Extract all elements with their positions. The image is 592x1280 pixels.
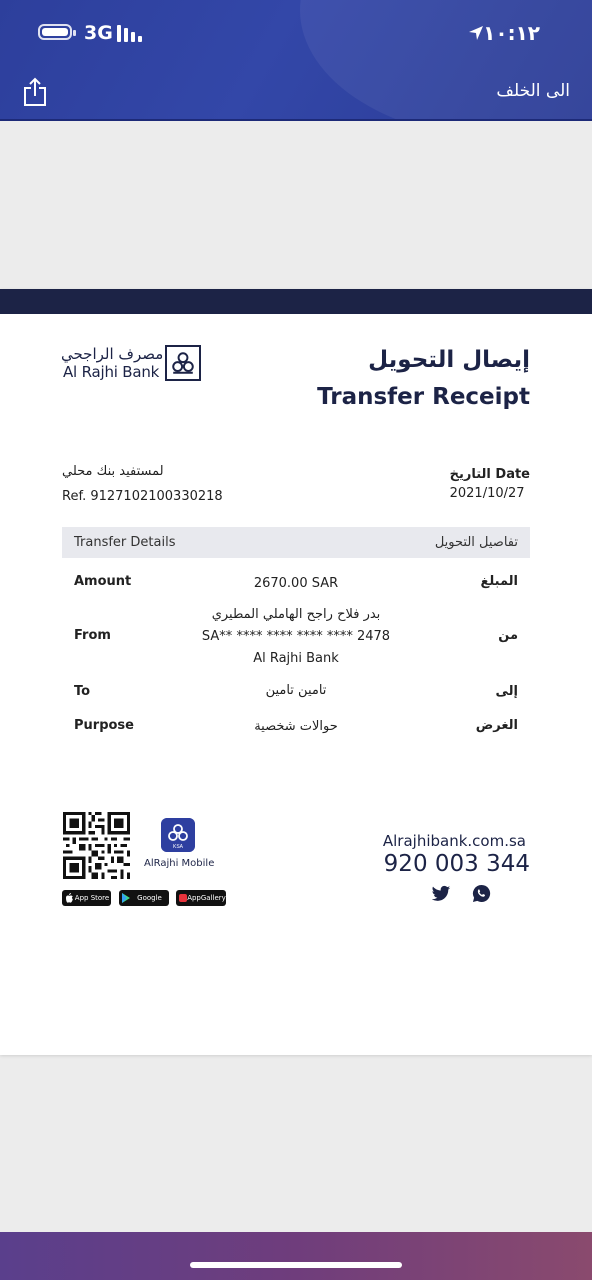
- row-label-english: To: [74, 684, 91, 699]
- logo-english-text: Al Rajhi Bank: [63, 363, 160, 381]
- twitter-icon[interactable]: [431, 885, 451, 903]
- detail-row-to: [62, 682, 530, 704]
- al-rajhi-logo: [61, 345, 203, 385]
- logo-arabic-text: مصرف الراجحي: [61, 345, 164, 363]
- location-arrow-icon: [468, 25, 484, 41]
- bank-emblem-icon: [165, 345, 201, 381]
- date-meta: [450, 465, 530, 503]
- transfer-details-header: [62, 527, 530, 558]
- reference-number: Ref. 9127102100330218: [62, 489, 223, 504]
- amount-value: 2670.00 SAR: [253, 576, 339, 591]
- receipt-top-band: [0, 289, 592, 314]
- share-button[interactable]: [22, 77, 48, 107]
- huawei-appgallery-icon: [179, 893, 187, 903]
- row-label-arabic: المبلغ: [480, 574, 518, 589]
- google-play-label: Google play: [137, 894, 162, 918]
- transfer-receipt: [0, 289, 592, 1055]
- detail-row-amount: [62, 574, 530, 596]
- bank-website[interactable]: Alrajhibank.com.sa: [382, 832, 526, 850]
- date-value: 2021/10/27: [449, 486, 525, 501]
- battery-icon: [38, 24, 72, 40]
- recipient-name: تامين تامين: [265, 683, 327, 698]
- header-divider: [0, 119, 592, 121]
- whatsapp-icon[interactable]: [472, 884, 491, 903]
- details-header-english: Transfer Details: [74, 535, 176, 550]
- top-app-bar: [0, 0, 592, 121]
- receipt-title-english: Transfer Receipt: [317, 384, 530, 410]
- details-header-arabic: تفاصيل التحويل: [434, 535, 518, 550]
- appgallery-label: AppGallery: [187, 894, 226, 902]
- qr-code: [63, 812, 130, 879]
- row-label-english: Amount: [74, 574, 132, 589]
- sender-iban: SA** **** **** **** **** 2478: [201, 629, 391, 644]
- row-label-arabic: الغرض: [475, 718, 518, 733]
- google-play-badge[interactable]: [119, 890, 169, 918]
- row-label-arabic: إلى: [495, 684, 518, 699]
- google-play-icon: [122, 893, 130, 903]
- app-store-badge[interactable]: [62, 890, 111, 906]
- detail-row-from: [62, 604, 530, 670]
- beneficiary-meta: [62, 459, 223, 509]
- app-badge-text: KSA: [172, 844, 184, 850]
- back-button[interactable]: الى الخلف: [496, 81, 570, 101]
- date-label: التاريخ Date: [449, 467, 530, 482]
- sender-name: بدر فلاح راجح الهاملي المطيري: [211, 607, 381, 622]
- purpose-value: حوالات شخصية: [254, 719, 338, 734]
- sender-bank: Al Rajhi Bank: [253, 651, 339, 666]
- status-time: ١٠:١٢: [483, 21, 540, 45]
- receipt-title-arabic: إيصال التحويل: [368, 347, 530, 373]
- row-label-arabic: من: [498, 628, 518, 643]
- app-store-label: App Store: [74, 894, 110, 902]
- app-name: AlRajhi Mobile: [144, 858, 215, 869]
- home-indicator[interactable]: [190, 1262, 402, 1268]
- detail-row-purpose: [62, 717, 530, 739]
- signal-icon: [117, 24, 147, 42]
- bottom-bar: [0, 1232, 592, 1280]
- status-bar: [0, 18, 592, 48]
- apple-icon: [65, 893, 73, 903]
- bank-phone[interactable]: 920 003 344: [383, 851, 530, 877]
- beneficiary-type: لمستفيد بنك محلي: [62, 464, 164, 479]
- network-type: 3G: [84, 22, 113, 44]
- alrajhi-mobile-app-icon: [161, 818, 195, 852]
- appgallery-badge[interactable]: [176, 890, 226, 906]
- row-label-english: From: [74, 628, 111, 643]
- row-label-english: Purpose: [74, 718, 134, 733]
